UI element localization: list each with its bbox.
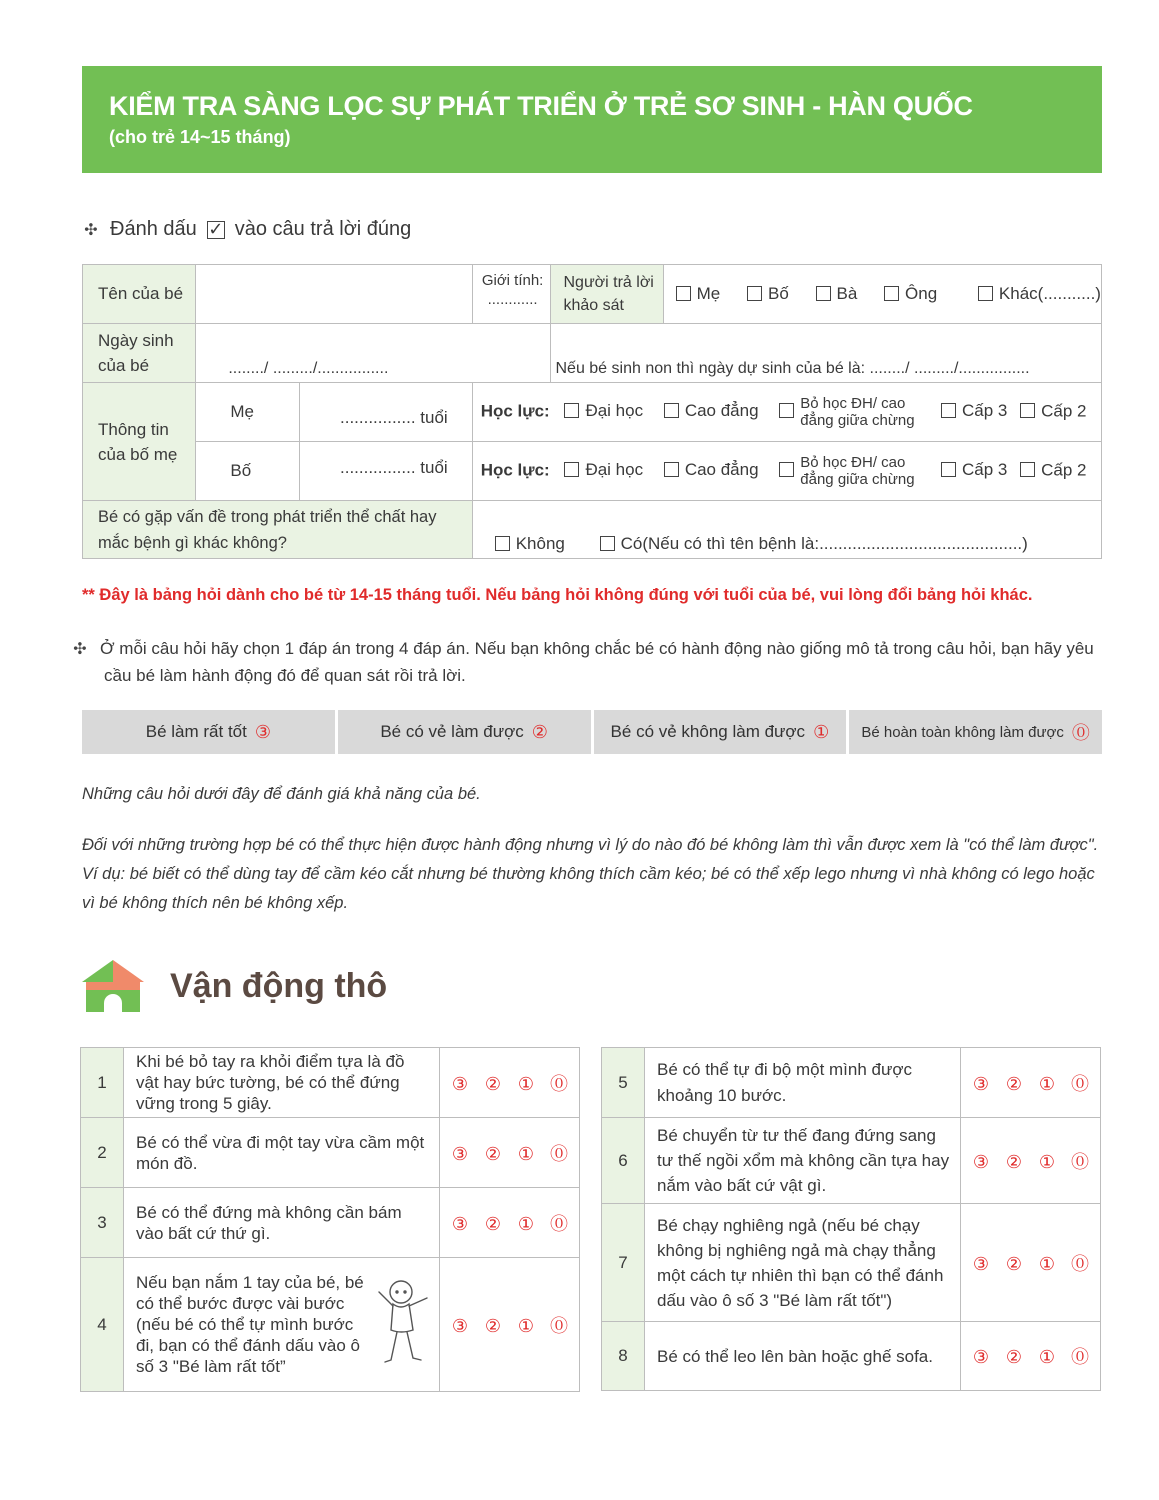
- father-label: Bố: [196, 442, 300, 501]
- child-info-table: [82, 264, 1102, 559]
- age-warning: ** Đây là bảng hỏi dành cho bé từ 14-15 tháng tuổi. Nếu bảng hỏi không đúng với tuổi của bé, vui lòng đổi bảng hỏi khác.: [82, 586, 1033, 604]
- answer-options[interactable]: ③ ② ① ⓪: [961, 1118, 1101, 1204]
- question-row: 2 Bé có thể vừa đi một tay vừa cầm một món đồ. ③ ② ① ⓪: [81, 1118, 580, 1188]
- page-title: KIỂM TRA SÀNG LỌC SỰ PHÁT TRIỂN Ở TRẺ SƠ SINH - HÀN QUỐC: [109, 91, 973, 121]
- question-row: 7 Bé chạy nghiêng ngả (nếu bé chạy không bị nghiêng ngả mà chạy thẳng một cách tự nhiên thì bạn có thể đánh dấu vào ô số 3 "Bé làm rất tốt") ③ ② ① ⓪: [602, 1204, 1101, 1322]
- answer-instruction: ✣ Ở mỗi câu hỏi hãy chọn 1 đáp án trong 4 đáp án. Nếu bạn không chắc bé có hành động nào giống mô tả trong câu hỏi, bạn hãy yêu cầu bé làm hành động đó để quan sát rồi trả lời.: [73, 639, 1094, 685]
- checkbox[interactable]: [664, 462, 679, 477]
- checkbox[interactable]: [564, 462, 579, 477]
- dob-label: Ngày sinh của bé: [83, 324, 196, 383]
- checkbox-checked-icon: ✓: [208, 218, 224, 239]
- move-cross-icon: ✣: [73, 641, 87, 658]
- mark-instruction: ✣ Đánh dấu ✓ vào câu trả lời đúng: [82, 218, 411, 241]
- header-banner: [82, 66, 1102, 173]
- mother-label: Mẹ: [196, 383, 300, 442]
- section-header: [80, 958, 387, 1014]
- mother-education: Học lực: Đại học Cao đẳng Bỏ học ĐH/ cao đẳng giữa chừng Cấp 3 Cấp 2: [472, 383, 1101, 442]
- question-row: 8 Bé có thể leo lên bàn hoặc ghế sofa. ③ ② ① ⓪: [602, 1322, 1101, 1391]
- question-row: 4 Nếu bạn nắm 1 tay của bé, bé có thể bước được vài bước (nếu bé có thể tự mình bước đi, bạn có thể đánh dấu vào ô số 3 "Bé làm rất tốt” ③ ② ① ⓪: [81, 1258, 580, 1392]
- checkbox[interactable]: [747, 286, 762, 301]
- question-table-left: [80, 1047, 580, 1392]
- health-option-no[interactable]: Không: [495, 534, 565, 554]
- respondent-option-mother[interactable]: Mẹ: [676, 284, 721, 304]
- answer-options[interactable]: ③ ② ① ⓪: [961, 1204, 1101, 1322]
- child-name-field[interactable]: [196, 265, 472, 324]
- answer-options[interactable]: ③ ② ① ⓪: [961, 1322, 1101, 1391]
- dob-field[interactable]: ......../ ........./................: [196, 324, 551, 383]
- checkbox[interactable]: [676, 286, 691, 301]
- checkbox[interactable]: [816, 286, 831, 301]
- parents-info-label: Thông tin của bố mẹ: [83, 383, 196, 501]
- respondent-options: [663, 265, 1101, 324]
- question-row: 3 Bé có thể đứng mà không cần bám vào bất cứ thứ gì. ③ ② ① ⓪: [81, 1188, 580, 1258]
- toddler-walking-illustration: [371, 1270, 435, 1380]
- question-table-right: [601, 1047, 1101, 1391]
- respondent-option-grandmother[interactable]: Bà: [816, 284, 858, 304]
- score-legend: [82, 710, 1102, 754]
- answer-options[interactable]: ③ ② ① ⓪: [440, 1188, 580, 1258]
- legend-item-1: Bé có vẻ không làm được ①: [594, 710, 847, 754]
- due-date-field[interactable]: Nếu bé sinh non thì ngày dự sinh của bé là: ......../ ........./................: [551, 324, 1102, 383]
- health-problem-options: [472, 501, 1101, 559]
- checkbox[interactable]: [884, 286, 899, 301]
- checkbox[interactable]: [1020, 462, 1035, 477]
- checkbox[interactable]: [941, 403, 956, 418]
- checkbox[interactable]: [941, 462, 956, 477]
- answer-options[interactable]: ③ ② ① ⓪: [961, 1048, 1101, 1118]
- health-option-yes[interactable]: Có(Nếu có thì tên bệnh là:...........................................): [600, 534, 1028, 554]
- respondent-option-grandfather[interactable]: Ông: [884, 284, 937, 304]
- legend-item-2: Bé có vẻ làm được ②: [338, 710, 591, 754]
- gender-field[interactable]: Giới tính: ............: [472, 265, 551, 324]
- checkbox[interactable]: [978, 286, 993, 301]
- mother-age-field[interactable]: ................ tuổi: [300, 383, 473, 442]
- respondent-label: Người trả lời khảo sát: [551, 265, 663, 324]
- checkbox[interactable]: [779, 403, 794, 418]
- checkbox[interactable]: [495, 536, 510, 551]
- question-row: 5 Bé có thể tự đi bộ một mình được khoảng 10 bước. ③ ② ① ⓪: [602, 1048, 1101, 1118]
- answer-options[interactable]: ③ ② ① ⓪: [440, 1118, 580, 1188]
- father-age-field[interactable]: ................ tuổi: [300, 442, 473, 501]
- move-cross-icon: ✣: [84, 221, 98, 239]
- house-icon: [80, 958, 146, 1014]
- child-name-label: Tên của bé: [83, 265, 196, 324]
- checkbox[interactable]: [564, 403, 579, 418]
- legend-item-0: Bé hoàn toàn không làm được ⓪: [849, 710, 1102, 754]
- answer-options[interactable]: ③ ② ① ⓪: [440, 1258, 580, 1392]
- checkbox[interactable]: [779, 462, 794, 477]
- respondent-option-other[interactable]: Khác(...........): [978, 284, 1101, 304]
- checkbox[interactable]: [600, 536, 615, 551]
- legend-item-3: Bé làm rất tốt ③: [82, 710, 335, 754]
- respondent-option-father[interactable]: Bố: [747, 284, 789, 304]
- note-purpose: Những câu hỏi dưới đây để đánh giá khả năng của bé.: [82, 785, 481, 803]
- question-row: 6 Bé chuyển từ tư thế đang đứng sang tư thế ngồi xổm mà không cần tựa hay nắm vào bất cứ vật gì. ③ ② ① ⓪: [602, 1118, 1101, 1204]
- section-title: Vận động thô: [170, 966, 388, 1005]
- father-education: Học lực: Đại học Cao đẳng Bỏ học ĐH/ cao đẳng giữa chừng Cấp 3 Cấp 2: [472, 442, 1101, 501]
- checkbox[interactable]: [1020, 403, 1035, 418]
- health-problem-label: Bé có gặp vấn đề trong phát triển thể chất hay mắc bệnh gì khác không?: [83, 501, 473, 559]
- checkbox[interactable]: [664, 403, 679, 418]
- question-row: 1 Khi bé bỏ tay ra khỏi điểm tựa là đồ vật hay bức tường, bé có thể đứng vững trong 5 giây. ③ ② ① ⓪: [81, 1048, 580, 1118]
- note-ability: Đối với những trường hợp bé có thể thực hiện được hành động nhưng vì lý do nào đó bé không làm thì vẫn được xem là "có thể làm được". Ví dụ: bé biết có thể dùng tay để cầm kéo cắt nhưng bé thường không thích cầm kéo; bé có thể xếp lego nhưng vì nhà không có lego hoặc vì bé không thích nên bé không xếp.: [82, 836, 1099, 912]
- answer-options[interactable]: ③ ② ① ⓪: [440, 1048, 580, 1118]
- page-subtitle: (cho trẻ 14~15 tháng): [109, 127, 291, 147]
